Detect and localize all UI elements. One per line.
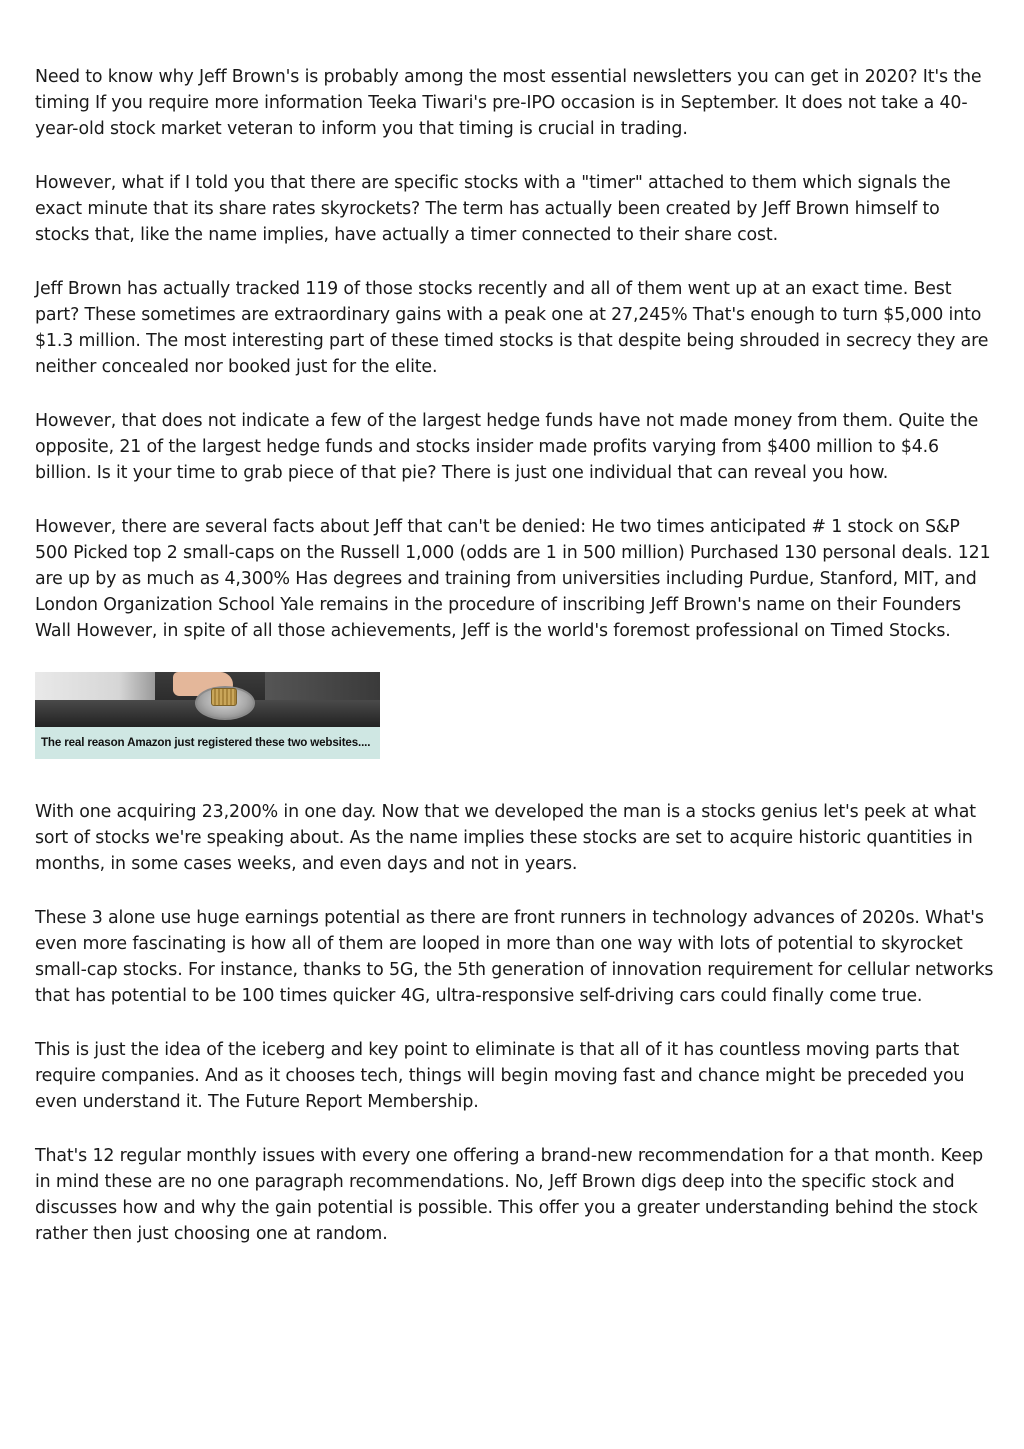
- chip-illustration: [211, 688, 237, 706]
- paragraph: These 3 alone use huge earnings potential as there are front runners in technology advances of 2020s. What's even more fascinating is how all of them are looped in more than one way with lots of potential to skyrocket small-cap stocks. For instance, thanks to 5G, the 5th generation of innovation requirement for cellular networks that has potential to be 100 times quicker 4G, ultra-responsive self-driving cars could finally come true.: [35, 908, 994, 1006]
- ad-photo: [35, 672, 380, 727]
- paragraph: Need to know why Jeff Brown's is probably among the most essential newsletters you can get in 2020? It's the timing If you require more information Teeka Tiwari's pre-IPO occasion is in September. It does not take a 40-year-old stock market veteran to inform you that timing is crucial in trading.: [35, 67, 982, 139]
- ad-banner-image[interactable]: [35, 672, 380, 759]
- article-body: [35, 64, 995, 1275]
- paragraph: However, what if I told you that there are specific stocks with a "timer" attached to them which signals the exact minute that its share rates skyrockets? The term has actually been created by Jeff Brown himself to stocks that, like the name implies, have actually a timer connected to their share cost.: [35, 173, 951, 245]
- paragraph: That's 12 regular monthly issues with every one offering a brand-new recommendation for a that month. Keep in mind these are no one paragraph recommendations. No, Jeff Brown digs deep into the specific stock and discusses how and why the gain potential is possible. This offer you a greater understanding behind the stock rather then just choosing one at random.: [35, 1146, 984, 1244]
- paragraph: However, that does not indicate a few of the largest hedge funds have not made money from them. Quite the opposite, 21 of the largest hedge funds and stocks insider made profits varying from $400 million to $4.6 billion. Is it your time to grab piece of that pie? There is just one individual that can reveal you how.: [35, 411, 979, 483]
- paragraph: However, there are several facts about Jeff that can't be denied: He two times anticipated # 1 stock on S&P 500 Picked top 2 small-caps on the Russell 1,000 (odds are 1 in 500 million) Purchased 130 personal deals. 121 are up by as much as 4,300% Has degrees and training from universities including Purdue, Stanford, MIT, and London Organization School Yale remains in the procedure of inscribing Jeff Brown's name on their Founders Wall However, in spite of all those achievements, Jeff is the world's foremost professional on Timed Stocks.: [35, 517, 991, 641]
- paragraph: With one acquiring 23,200% in one day. Now that we developed the man is a stocks genius let's peek at what sort of stocks we're speaking about. As the name implies these stocks are set to acquire historic quantities in months, in some cases weeks, and even days and not in years.: [35, 802, 976, 874]
- paragraph: This is just the idea of the iceberg and key point to eliminate is that all of it has countless moving parts that require companies. And as it chooses tech, things will begin moving fast and chance might be preceded you even understand it. The Future Report Membership.: [35, 1040, 965, 1112]
- ad-caption-bar: [35, 727, 380, 759]
- ad-caption-text: The real reason Amazon just registered these two websites....: [41, 736, 371, 749]
- paragraph: Jeff Brown has actually tracked 119 of those stocks recently and all of them went up at an exact time. Best part? These sometimes are extraordinary gains with a peak one at 27,245% That's enough to turn $5,000 into $1.3 million. The most interesting part of these timed stocks is that despite being shrouded in secrecy they are neither concealed nor booked just for the elite.: [35, 279, 989, 377]
